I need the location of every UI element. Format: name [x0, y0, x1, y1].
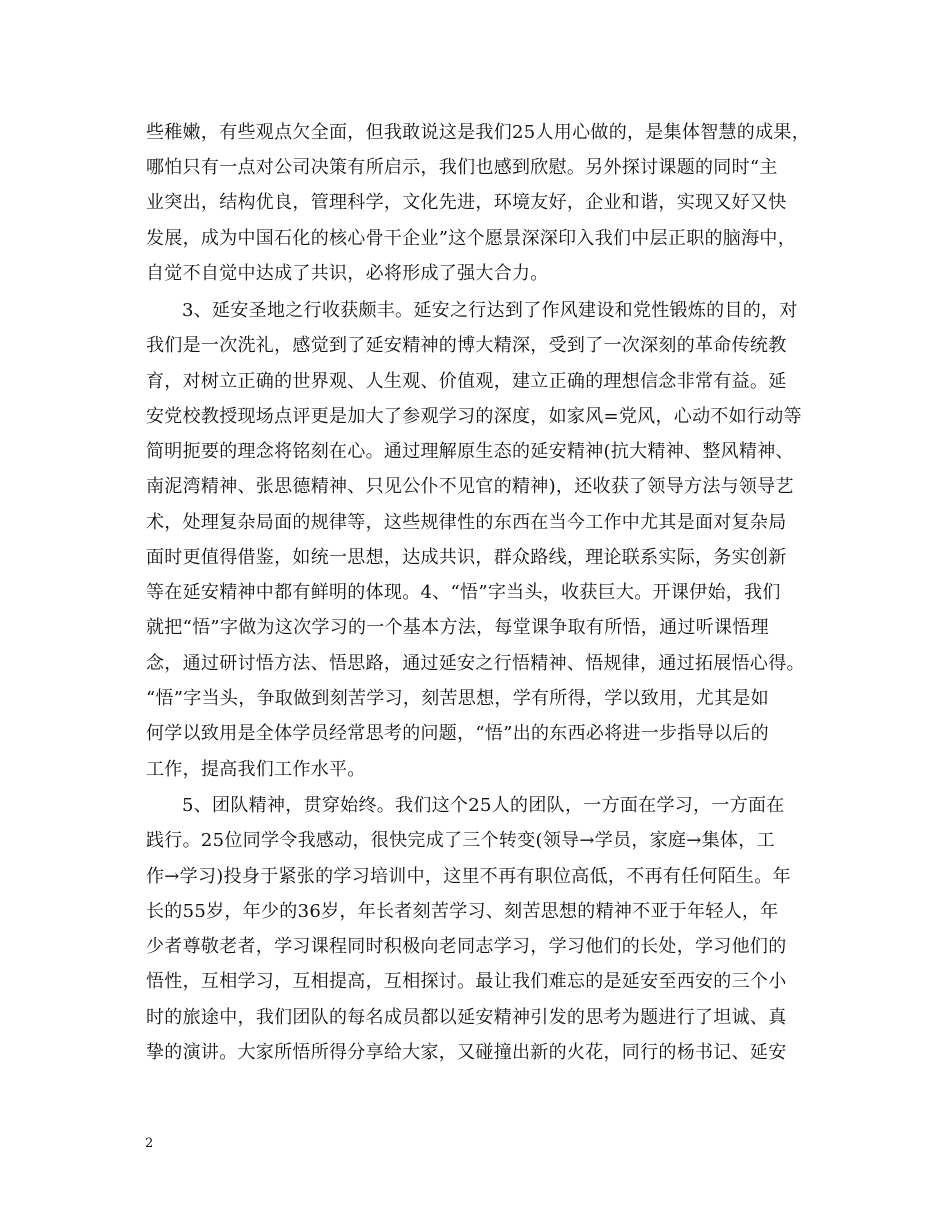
text-line: 安党校教授现场点评更是加大了参观学习的深度，如家风=党风，心动不如行动等 — [146, 406, 802, 427]
text-line: 就把“悟”字做为这次学习的一个基本方法，每堂课争取有所悟，通过听课悟理 — [146, 617, 769, 638]
text-line: 挚的演讲。大家所悟所得分享给大家，又碰撞出新的火花，同行的杨书记、延安 — [146, 1042, 787, 1063]
text-line: 时的旅途中，我们团队的每名成员都以延安精神引发的思考为题进行了坦诚、真 — [146, 1007, 787, 1028]
text-line: 悟性，互相学习，互相提高，互相探讨。最让我们难忘的是延安至西安的三个小 — [146, 971, 787, 992]
text-line: 作→学习)投身于紧张的学习培训中，这里不再有职位高低，不再有任何陌生。年 — [146, 866, 791, 887]
text-line: 工作，提高我们工作水平。 — [146, 759, 366, 780]
text-line: 哪怕只有一点对公司决策有所启示，我们也感到欣慰。另外探讨课题的同时“主 — [146, 157, 778, 178]
text-line: 等在延安精神中都有鲜明的体现。4、“悟”字当头，收获巨大。开课伊始，我们 — [146, 582, 781, 603]
text-line: 育，对树立正确的世界观、人生观、价值观，建立正确的理想信念非常有益。延 — [146, 371, 787, 392]
text-line: 我们是一次洗礼，感觉到了延安精神的博大精深，受到了一次深刻的革命传统教 — [146, 335, 787, 356]
text-line: 些稚嫩，有些观点欠全面，但我敢说这是我们25人用心做的，是集体智慧的成果， — [146, 122, 811, 143]
paragraph-3-first-line: 3、延安圣地之行收获颇丰。延安之行达到了作风建设和党性锻炼的目的，对 — [182, 300, 798, 321]
text-line: 发展，成为中国石化的核心骨干企业”这个愿景深深印入我们中层正职的脑海中， — [146, 228, 796, 249]
text-line: 长的55岁，年少的36岁，年长者刻苦学习、刻苦思想的精神不亚于年轻人，年 — [146, 901, 779, 922]
text-line: “悟”字当头，争取做到刻苦学习，刻苦思想，学有所得，学以致用，尤其是如 — [146, 688, 769, 709]
text-line: 少者尊敬老者，学习课程同时积极向老同志学习，学习他们的长处，学习他们的 — [146, 936, 787, 957]
text-line: 践行。25位同学令我感动，很快完成了三个转变(领导→学员，家庭→集体，工 — [146, 830, 775, 851]
text-line: 自觉不自觉中达成了共识，必将形成了强大合力。 — [146, 263, 549, 284]
text-line: 业突出，结构优良，管理科学，文化先进，环境友好，企业和谐，实现又好又快 — [146, 192, 787, 213]
text-line: 简明扼要的理念将铭刻在心。通过理解原生态的延安精神(抗大精神、整风精神、 — [146, 441, 794, 462]
text-line: 何学以致用是全体学员经常思考的问题，“悟”出的东西必将进一步指导以后的 — [146, 723, 769, 744]
text-line: 念，通过研讨悟方法、悟思路，通过延安之行悟精神、悟规律，通过拓展悟心得。 — [146, 653, 805, 674]
text-line: 术，处理复杂局面的规律等，这些规律性的东西在当今工作中尤其是面对复杂局 — [146, 512, 787, 533]
paragraph-5-first-line: 5、团队精神，贯穿始终。我们这个25人的团队，一方面在学习，一方面在 — [182, 795, 785, 816]
text-line: 南泥湾精神、张思德精神、只见公仆不见官的精神)，还收获了领导方法与领导艺 — [146, 476, 794, 497]
text-line: 面时更值得借鉴，如统一思想，达成共识，群众路线，理论联系实际，务实创新 — [146, 547, 787, 568]
page-number: 2 — [145, 1136, 154, 1151]
